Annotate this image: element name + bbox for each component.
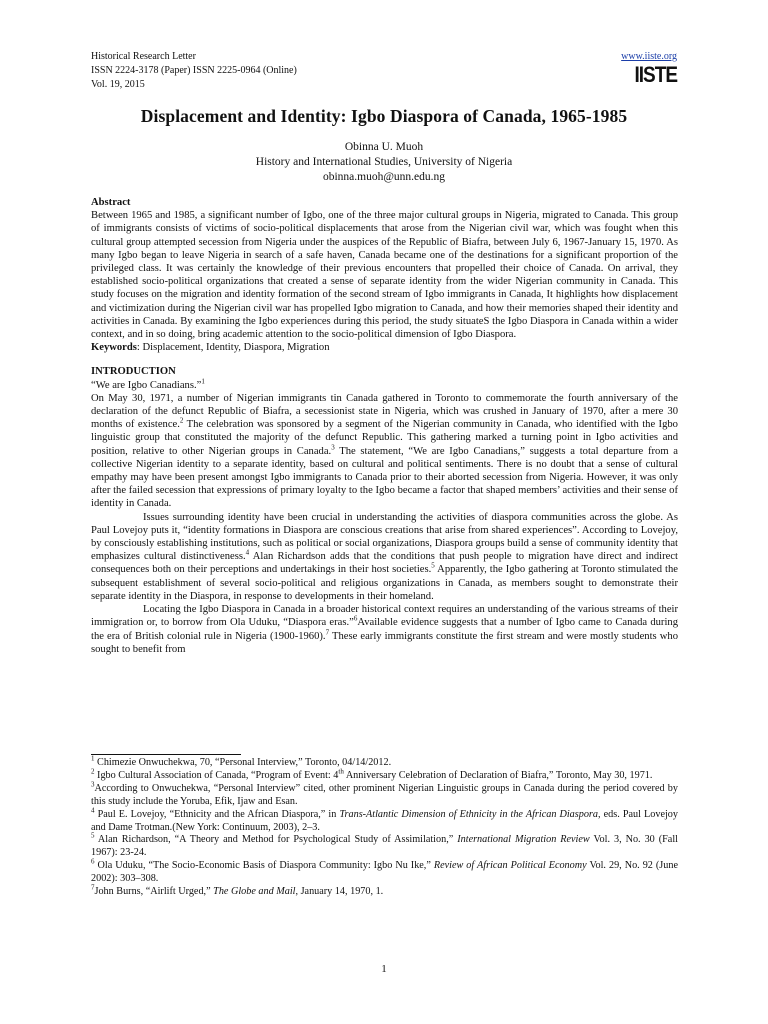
intro-paragraph-3: Locating the Igbo Diaspora in Canada in a broader historical context requires an understanding of the various streams of their immigration or, to borrow from Ola Uduku, “Diaspora eras.”$^6$Available evidence suggests that a number of Igbo came to Canada during the era of British colonial rule in Nigeria (1900-1960).$^7$ These early immigrants constitute the first stream and were mostly students who sought to benefit from bbox=[91, 604, 678, 655]
footnote-ref[interactable]: 5 bbox=[431, 561, 435, 570]
paper-body bbox=[91, 196, 678, 656]
intro-paragraph-2: Issues surrounding identity have been crucial in understanding the activities of diaspora communities across the globe. As Paul Lovejoy puts it, “identity formations in Diaspora are conscious creations that arise from shared experiences”. According to Lovejoy, by consciously establishing institutions, such as political or social organizations, Diaspora groups build a sense of community identity that emphasizes cultural distinctiveness.$^4$ Alan Richardson adds that the conditions that push people to migration have direct and indirect consequences both on their perceptions and undertakings in their host societies.$^5$ Apparently, the Igbo gathering at Toronto stimulated the subsequent establishment of several socio-political and religious organizations in Canada, as members sought to demonstrate their separate identity in the Diaspora, in response to developments in their homeland. bbox=[91, 511, 679, 602]
footnote-3: $^3$According to Onwuchekwa, “Personal Interview” cited, other prominent Nigerian Linguistic groups in Canada during the period covered by this study include the Yoruba, Efik, Ijaw and Esan. bbox=[91, 780, 678, 807]
footnotes bbox=[91, 754, 678, 899]
journal-url-link[interactable]: www.iiste.org bbox=[621, 51, 677, 62]
footnote-1: $^1$ Chimezie Onwuchekwa, 70, “Personal Interview,” Toronto, 04/14/2012. bbox=[91, 754, 392, 768]
abstract-heading: Abstract bbox=[91, 197, 131, 208]
journal-name: Historical Research Letter bbox=[91, 51, 196, 62]
footnote-2: $^2$ Igbo Cultural Association of Canada, “Program of Event: 4th Anniversary Celebration of Declaration of Biafra,” Toronto, May 30, 1971. bbox=[91, 767, 653, 781]
journal-header bbox=[91, 50, 297, 92]
journal-volume: Vol. 19, 2015 bbox=[91, 79, 145, 90]
footnote-ref[interactable]: 3 bbox=[331, 443, 335, 452]
journal-branding bbox=[621, 50, 677, 88]
section-heading-introduction: INTRODUCTION bbox=[91, 366, 176, 378]
keywords-label: Keywords bbox=[91, 342, 137, 354]
keywords-line bbox=[91, 341, 678, 354]
footnote-ref[interactable]: 7 bbox=[325, 627, 330, 636]
intro-paragraph-1: On May 30, 1971, a number of Nigerian immigrants tin Canada gathered in Toronto to commemorate the fourth anniversary of the declaration of the defunct Republic of Biafra, a secessionist state in Nigeria, which was crushed in January of 1970, after a mere 30 months of existence.$^2$ The celebration was sponsored by a segment of the Nigerian community in Canada, who identified with the Igbo linguistic group that constituted the majority of the defunct Republic. This gathering marked a turning point in Igbo activities and position, relative to other Nigerian groups in Canada.$^3$ The statement, “We are Igbo Canadians,” suggests a total departure from a collective Nigerian identity to a separate identity, based on cultural and political sentiments. There is no doubt that a sense of cultural empathy may have been present amongst Igbo immigrants to Canada prior to their aborted secession from Nigeria. However, it was only after the failed secession that expressions of primary loyalty to the Igbo became a factor that shaped members’ activities and their sense of identity in Canada. bbox=[91, 392, 678, 510]
footnote-ref[interactable]: 2 bbox=[179, 416, 184, 425]
footnote-6: $^6$ Ola Uduku, “The Socio-Economic Basis of Diaspora Community: Igbo Nu Ike,” Review of African Political Economy Vol. 29, No. 92 (June 2002): 303–308. bbox=[91, 857, 678, 885]
page-number: 1 bbox=[381, 963, 387, 975]
abstract-text: Between 1965 and 1985, a significant number of Igbo, one of the three major cultural groups in Nigeria, migrated to Canada. This group of immigrants consists of victims of socio-political displacements that arose from the Nigerian civil war, which was fought when this cultural group attempted secession from Nigeria under the auspices of the Republic of Biafra, between July 6, 1967-January 15, 1970. As many Igbo began to leave Nigeria in search of a safe haven, Canada became one of the destinations for a significant proportion of the privileged class. It was certainly the knowledge of their previous encounters that propelled their choice of Canada. On arrival, they established socio-political organizations that created a sense of separate identity from the wider Nigerian community in Canada. This study focuses on the migration and identity formation of the second stream of Igbo immigrants in Canada, It highlights how displacement and victimization during the Nigerian civil war has propelled Igbo migration to Canada, and how their memories shaped their identity and activities in Canada. By examining the Igbo experiences during this period, the study situateS the Igbo Diaspora in Canada within a wider context, and in so doing, bring academic attention to the socio-political dimension of Igbo Diaspora. bbox=[91, 210, 678, 341]
author-name: Obinna U. Muoh bbox=[344, 141, 424, 153]
keywords-list: : Displacement, Identity, Diaspora, Migration bbox=[136, 342, 330, 354]
footnote-ref[interactable]: 1 bbox=[201, 377, 205, 386]
epigraph-quote: “We are Igbo Canadians.”$^1$ bbox=[91, 377, 205, 391]
footnote-5: $^5$ Alan Richardson, “A Theory and Method for Psychological Study of Assimilation,” International Migration Review Vol. 3, No. 30 (Fall 1967): 23-24. bbox=[91, 832, 678, 859]
author-affiliation: History and International Studies, University of Nigeria bbox=[255, 156, 513, 168]
paper-title: Displacement and Identity: Igbo Diaspora of Canada, 1965-1985 bbox=[140, 106, 628, 126]
footnote-4: $^4$ Paul E. Lovejoy, “Ethnicity and the African Diaspora,” in Trans-Atlantic Dimension of Ethnicity in the African Diaspora, eds. Paul Lovejoy and Dame Trotman.(New York: Continuum, 2003), 2–3. bbox=[91, 806, 678, 833]
journal-issn: ISSN 2224-3178 (Paper) ISSN 2225-0964 (Online) bbox=[91, 65, 297, 76]
footnote-ref[interactable]: 6 bbox=[353, 614, 358, 623]
footnote-7: $^7$John Burns, “Airlift Urged,” The Globe and Mail, January 14, 1970, 1. bbox=[91, 883, 384, 898]
iiste-logo: IISTE bbox=[634, 63, 677, 88]
author-email[interactable]: obinna.muoh@unn.edu.ng bbox=[322, 171, 446, 183]
footnote-separator bbox=[91, 754, 241, 755]
author-block bbox=[60, 140, 708, 185]
footnote-ref[interactable]: 4 bbox=[245, 548, 250, 557]
